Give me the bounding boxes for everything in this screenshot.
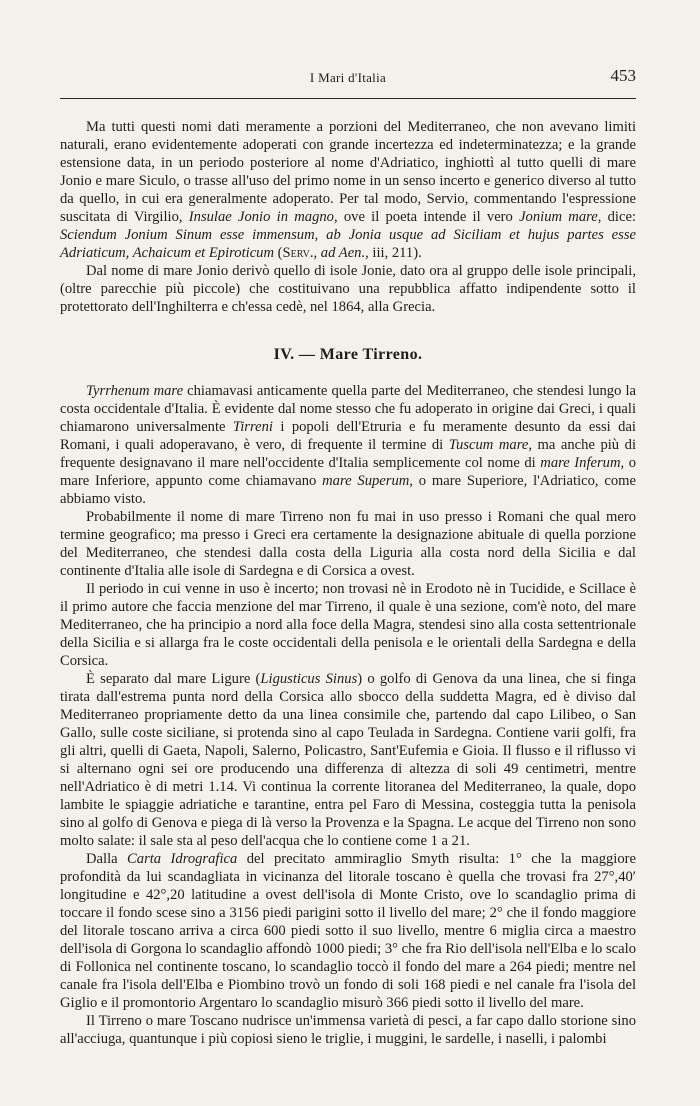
text-run: Dal nome di mare Jonio derivò quello di isole Jonie, dato ora al gruppo delle isole principali, (oltre parecchie più piccole) che costituivano una repubblica affatto indipendente sotto il protettorato dell'Inghilterra e ch'essa cedè, nel 1864, alla Grecia. <box>60 263 636 315</box>
text-run: , dice: <box>597 209 636 225</box>
text-run: Serv. <box>282 245 314 261</box>
text-run: ( <box>274 245 283 261</box>
italic-text: Tuscum mare <box>448 437 529 453</box>
text-run: Il Tirreno o mare Toscano nudrisce un'immensa varietà di pesci, a far capo dallo storione sino all'acciuga, quantunque i più copiosi sieno le triglie, i muggini, le sardelle, i naselli, i palombi <box>60 1013 636 1047</box>
paragraph <box>60 580 636 670</box>
text-run: Il periodo in cui venne in uso è incerto; non trovasi nè in Erodoto nè in Tucidide, e Scillace è il primo autore che faccia menzione del mar Tirreno, il quale è una sezione, com'è noto, del mare Mediterraneo, che ha principio a nord alla foce della Magra, stendesi sino alla costa settentrionale della Sicilia e si allarga fra le coste occidentali della penisola e le orientali della Sardegna e della Corsica. <box>60 581 636 669</box>
page-header <box>60 66 636 99</box>
italic-text: ad Aen. <box>320 245 366 261</box>
italic-text: Insulae Jonio in magno <box>188 209 334 225</box>
page-number: 453 <box>610 66 636 85</box>
italic-text: Carta Idrografica <box>127 851 238 867</box>
paragraphs-group-a <box>60 118 636 316</box>
text-run: È separato dal mare Ligure ( <box>86 671 261 687</box>
text-run: i popoli dell'Etruria e fu meramente desunto da essi dai Romani, i quali adoperavano, è vero, di frequente il termine di <box>60 419 636 453</box>
paragraph <box>60 118 636 262</box>
section-title: IV. — Mare Tirreno. <box>273 346 423 363</box>
text-run: , ove il poeta intende il vero <box>333 209 520 225</box>
italic-text: mare Superum <box>322 473 410 489</box>
italic-text: Jonium mare <box>519 209 598 225</box>
paragraph <box>60 1012 636 1048</box>
italic-text: Ligusticus Sinus <box>260 671 358 687</box>
text-run: , iii, 211). <box>365 245 422 261</box>
text-run: , <box>313 245 321 261</box>
text-run: Probabilmente il nome di mare Tirreno non fu mai in uso presso i Romani che qual mero termine geografico; ma presso i Greci era certamente la designazione abituale di quella porzione del Mediterraneo, che stendesi dalla costa della Liguria alla costa nord della Sicilia e dal continente d'Italia alle isole di Sardegna e di Corsica a ovest. <box>60 509 636 579</box>
text-run: Dalla <box>86 851 128 867</box>
text-run: , o mare Superiore, l'Adriatico, come abbiamo visto. <box>60 473 636 507</box>
running-title: I Mari d'Italia <box>309 70 387 85</box>
text-run: chiamavasi anticamente quella parte del Mediterraneo, che stendesi lungo la costa occidentale d'Italia. È evidente dal nome stesso che fu adoperato in origine dai Greci, i quali chiamarono universalmente <box>60 383 636 435</box>
paragraph <box>60 382 636 508</box>
paragraph <box>60 850 636 1012</box>
italic-text: Sciendum Jonium Sinum esse immensum, ab Jonia usque ad Siciliam et hujus partes esse Adriaticum, Achaicum et Epiroticum <box>60 227 636 261</box>
italic-text: mare Inferum <box>540 455 621 471</box>
paragraphs-group-b <box>60 382 636 1048</box>
paragraph <box>60 262 636 316</box>
text-run: , o mare Inferiore, appunto come chiamavano <box>60 455 637 489</box>
text-run: Ma tutti questi nomi dati meramente a porzioni del Mediterraneo, che non avevano limiti naturali, erano evidentemente adoperati con grande incertezza ed indeterminatezza; e la grande estensione data, in un periodo posteriore al nome d'Adriatico, inghiottì al tutto quelli di mare Jonio e mare Siculo, o trasse all'uso del primo nome in un senso incerto e generico diverso al tutto da quello, in cui era generalmente adoperato. Per tal modo, Servio, commentando l'espressione suscitata di Virgilio, <box>60 119 636 225</box>
paragraph <box>60 508 636 580</box>
text-run: del precitato ammiraglio Smyth risulta: 1° che la maggiore profondità da lui scandagliata in vicinanza del litorale toscano è quella che trovasi fra 27°,40′ longitudine e 42°,20 latitudine a ovest dell'isola di Monte Cristo, ove lo scandaglio prima di toccare il fondo scese sino a 3156 piedi parigini sotto il livello del mare; 2° che il fondo maggiore del litorale toscano arriva a circa 600 piedi sotto il suo livello, mentre 6 miglia circa a maestro dell'isola di Gorgona lo scandaglio affondò 1000 piedi; 3° che fra Rio dell'isola nell'Elba e lo scalo di Follonica nel continente toscano, lo scandaglio toccò il fondo del mare a 264 piedi; mentre nel canale fra l'isola dell'Elba e Piombino trovò un fondo di soli 168 piedi e nel canale fra l'isola del Giglio e il promontorio Argentaro lo scandaglio misurò 366 piedi sotto il livello del mare. <box>60 851 636 1011</box>
text-run: ) o golfo di Genova da una linea, che si finga tirata dall'estrema punta nord della Corsica allo sbocco della suddetta Magra, ed è diviso dal Mediterraneo propriamente detto da una linea consimile che, partendo dal capo Lilibeo, o San Gallo, sulle coste siciliane, si protenda sino al capo Teulada in Sardegna. Contiene varii golfi, fra gli altri, quelli di Gaeta, Napoli, Salerno, Policastro, Sant'Eufemia e Gioia. Il flusso e il riflusso vi si alternano ogni sei ore producendo una differenza di altezza di soli 49 centimetri, mentre nell'Adriatico è di metri 1.14. Vi continua la corrente litoranea del Mediterraneo, la quale, dopo lambite le spiaggie adriatiche e tarantine, entra pel Faro di Messina, costeggia tutta la penisola sino al golfo di Genova e piega di là verso la Provenza e la Spagna. Le acque del Tirreno non sono molto salate: il sale sta al peso dell'acqua che lo contiene come 1 a 21. <box>60 671 637 849</box>
paragraph <box>60 670 636 850</box>
italic-text: Tirreni <box>232 419 273 435</box>
italic-text: Tyrrhenum mare <box>86 383 184 399</box>
text-run: , ma anche più di frequente designavano il mare nell'occidente d'Italia semplicemente col nome di <box>60 437 636 471</box>
page-body <box>60 118 636 1048</box>
